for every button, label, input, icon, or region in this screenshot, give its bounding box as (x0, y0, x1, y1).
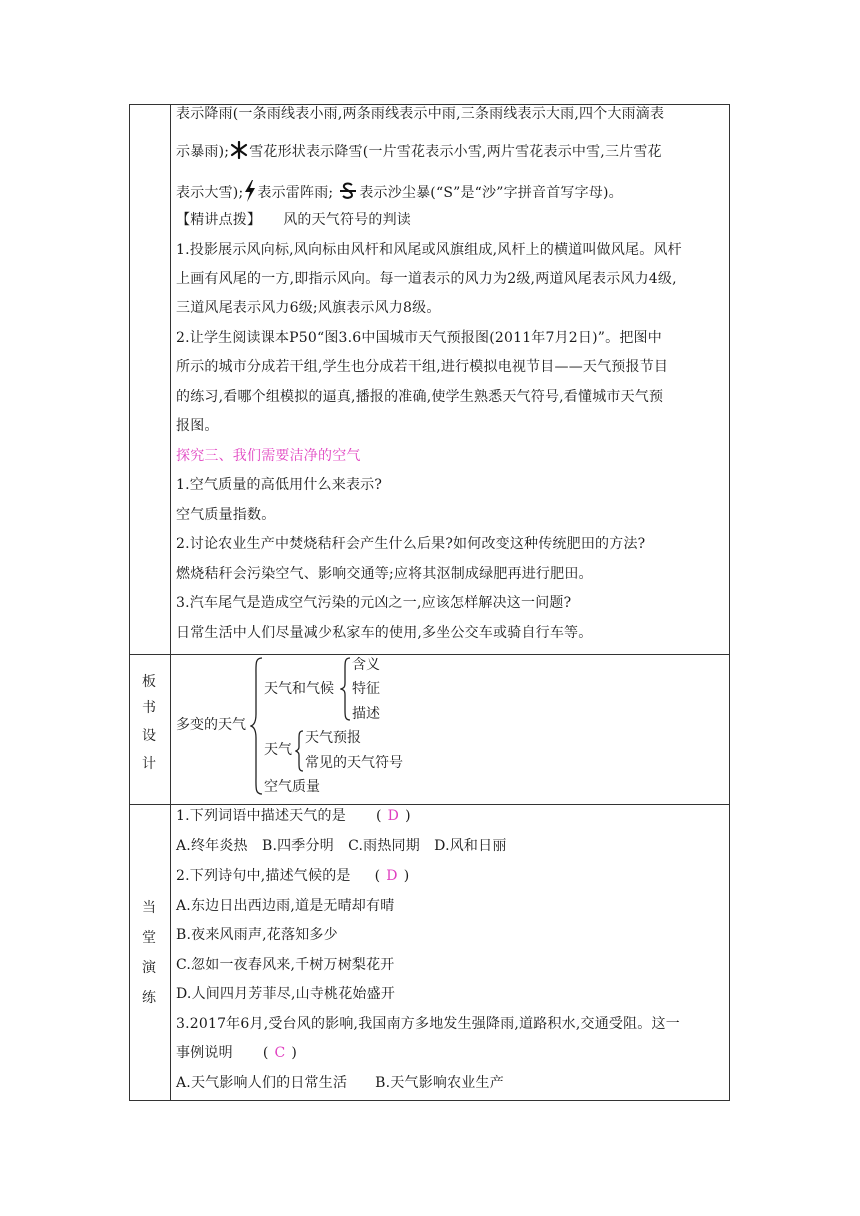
question-3-cont: 事例说明 ( C ) (176, 1045, 298, 1061)
section-heading: 探究三、我们需要洁净的空气 (176, 448, 361, 464)
question-2: 2.下列诗句中,描述气候的是 ( D ) (176, 868, 410, 884)
board-label-1: 板 (142, 674, 156, 690)
snow-icon (229, 141, 249, 163)
text-line: 表示大雪); 表示雷阵雨; 表示沙尘暴(“S”是“沙”字拼音首写字母)。 (176, 180, 623, 206)
text-line: 燃烧秸秆会污染空气、影响交通等;应将其沤制成绿肥再进行肥田。 (176, 566, 593, 582)
row-divider-board (130, 654, 729, 655)
practice-label-2: 堂 (142, 930, 156, 946)
text-line: 2.让学生阅读课本P50“图3.6中国城市天气预报图(2011年7月2日)”。把图中 (176, 330, 662, 346)
answer-1: D (387, 808, 400, 824)
board-item-meaning: 含义 (352, 657, 380, 673)
question-1-options: A.终年炎热 B.四季分明 C.雨热同期 D.风和日丽 (176, 838, 507, 854)
text-line: 2.讨论农业生产中焚烧秸秆会产生什么后果?如何改变这种传统肥田的方法? (176, 536, 646, 552)
question-1: 1.下列词语中描述天气的是 ( D ) (176, 808, 411, 824)
sandstorm-icon (339, 182, 357, 204)
brace-weather (295, 729, 305, 773)
question-3: 3.2017年6月,受台风的影响,我国南方多地发生强降雨,道路积水,交通受阻。这一 (176, 1016, 680, 1032)
board-root: 多变的天气 (176, 717, 246, 733)
practice-label-1: 当 (142, 900, 156, 916)
practice-label-4: 练 (142, 990, 156, 1006)
answer-3: C (274, 1045, 286, 1061)
board-item-forecast: 天气预报 (305, 730, 361, 746)
text-line: 【精讲点拨】 风的天气符号的判读 (176, 212, 412, 228)
board-branch-weather: 天气 (264, 742, 292, 758)
question-2-option-d: D.人间四月芳菲尽,山寺桃花始盛开 (176, 986, 396, 1002)
board-item-describe: 描述 (352, 706, 380, 722)
question-2-option-c: C.忽如一夜春风来,千树万树梨花开 (176, 957, 395, 973)
brace-main (250, 656, 264, 796)
thunderstorm-icon (243, 180, 257, 206)
column-divider (170, 105, 171, 1100)
text-line: 三道风尾表示风力6级;风旗表示风力8级。 (176, 300, 441, 316)
text-line: 示暴雨); 雪花形状表示降雪(一片雪花表示小雪,两片雪花表示中雪,三片雪花 (176, 141, 662, 163)
text-line: 日常生活中人们尽量减少私家车的使用,多坐公交车或骑自行车等。 (176, 625, 593, 641)
text-line: 上画有风尾的一方,即指示风向。每一道表示的风力为2级,两道风尾表示风力4级, (176, 271, 677, 287)
board-label-3: 设 (142, 728, 156, 744)
text-line: 3.汽车尾气是造成空气污染的元凶之一,应该怎样解决这一问题? (176, 595, 572, 611)
board-item-feature: 特征 (352, 681, 380, 697)
text-line: 1.投影展示风向标,风向标由风杆和风尾或风旗组成,风杆上的横道叫做风尾。风杆 (176, 242, 682, 258)
row-divider-practice (130, 804, 729, 805)
board-item-symbols: 常见的天气符号 (305, 755, 403, 771)
board-branch-weather-climate: 天气和气候 (264, 681, 334, 697)
board-branch-air-quality: 空气质量 (264, 779, 320, 795)
text-line: 1.空气质量的高低用什么来表示? (176, 477, 383, 493)
text-line: 表示降雨(一条雨线表小雨,两条雨线表示中雨,三条雨线表示大雨,四个大雨滴表 (176, 106, 665, 122)
question-2-option-a: A.东边日出西边雨,道是无晴却有晴 (176, 898, 395, 914)
question-2-option-b: B.夜来风雨声,花落知多少 (176, 927, 338, 943)
text-line: 空气质量指数。 (176, 507, 276, 523)
board-label-4: 计 (142, 756, 156, 772)
brace-weather-climate (340, 656, 352, 722)
answer-2: D (386, 868, 398, 884)
text-line: 所示的城市分成若干组,学生也分成若干组,进行模拟电视节目——天气预报节目 (176, 359, 669, 375)
board-label-2: 书 (142, 700, 156, 716)
text-line: 报图。 (176, 418, 219, 434)
practice-label-3: 演 (142, 960, 156, 976)
question-3-options: A.天气影响人们的日常生活 B.天气影响农业生产 (176, 1075, 504, 1091)
text-line: 的练习,看哪个组模拟的逼真,播报的准确,使学生熟悉天气符号,看懂城市天气预 (176, 389, 664, 405)
